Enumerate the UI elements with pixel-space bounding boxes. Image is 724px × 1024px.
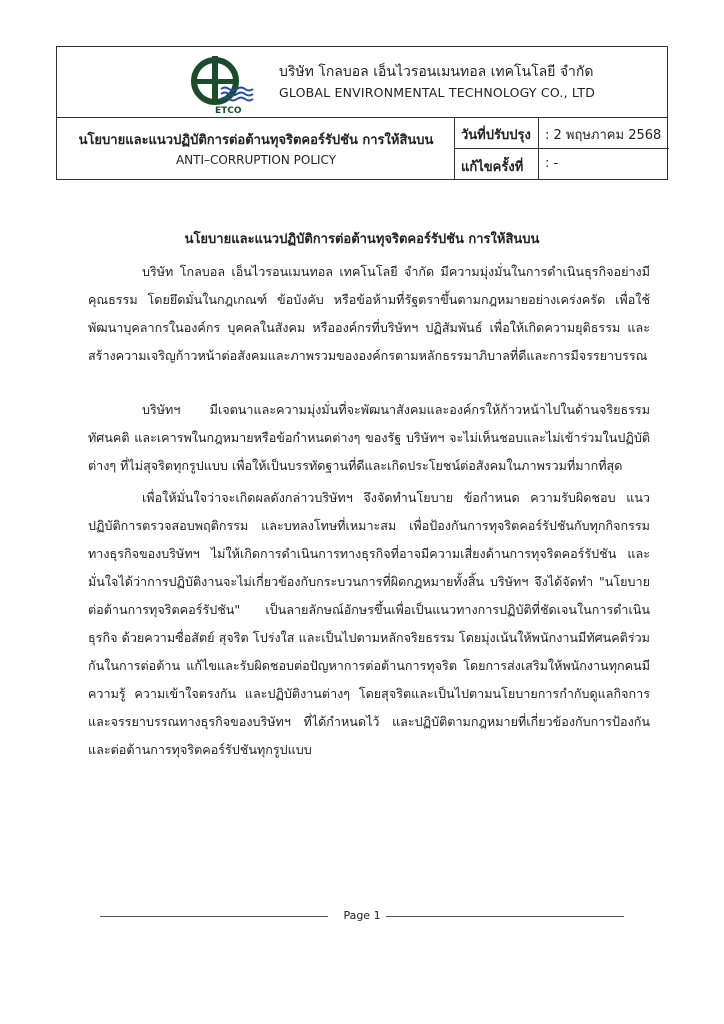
policy-title-th: นโยบายและแนวปฏิบัติการต่อต้านทุจริตคอร์รัปชัน การให้สินบน bbox=[78, 133, 434, 148]
paragraph-3: เพื่อให้มั่นใจว่าจะเกิดผลดังกล่าวบริษัทฯ จึงจัดทำนโยบาย ข้อกำหนด ความรับผิดชอบ แนวปฏิบัติการตรวจสอบพฤติกรรม และบทลงโทษที่เหมาะสม เพื่อป้องกันการทุจริตคอร์รัปชันกับทุกกิจกรรมทางธุรกิจของบริษัทฯ ไม่ให้เกิดการดำเนินการทางธุรกิจที่อาจมีความเสี่ยงด้านการทุจริตคอร์รัปชัน และมั่นใจได้ว่าการปฏิบัติงานจะไม่เกี่ยวข้องกับกระบวนการที่ผิดกฎหมายทั้งสิ้น บริษัทฯ จึงได้จัดทำ "นโยบายต่อต้านการทุจริตคอร์รัปชัน" เป็นลายลักษณ์อักษรขึ้นเพื่อเป็นแนวทางการปฏิบัติที่ชัดเจนในการดำเนินธุรกิจ ด้วยความซื่อสัตย์ สุจริต โปร่งใส และเป็นไปตามหลักจริยธรรม โดยมุ่งเน้นให้พนักงานมีทัศนคติร่วมกันในการต่อต้าน แก้ไขและรับผิดชอบต่อปัญหาการต่อต้านการทุจริต โดยการส่งเสริมให้พนักงานทุกคนมีความรู้ ความเข้าใจตรงกัน และปฏิบัติงานต่างๆ โดยสุจริตและเป็นไปตามนโยบายการกำกับดูแลกิจการและจรรยาบรรณทางธุรกิจของบริษัทฯ ที่ได้กำหนดไว้ และปฏิบัติตามกฎหมายที่เกี่ยวข้องกับการป้องกันและต่อต้านการทุจริตคอร์รัปชันทุกรูปแบบ bbox=[88, 490, 650, 757]
header-policy-row bbox=[57, 117, 667, 180]
revision-date-label: วันที่ปรับปรุง bbox=[461, 128, 531, 143]
document-title: นโยบายและแนวปฏิบัติการต่อต้านทุจริตคอร์รัปชัน การให้สินบน bbox=[184, 232, 540, 247]
header-company-row bbox=[57, 47, 667, 118]
meta-row-divider bbox=[455, 148, 669, 149]
logo-text: ETCO bbox=[215, 106, 242, 115]
footer-rule-right bbox=[386, 916, 624, 917]
paragraph-2: บริษัทฯ มีเจตนาและความมุ่งมั่นที่จะพัฒนาสังคมและองค์กรให้ก้าวหน้าไปในด้านจริยธรรม ทัศนคติ และเคารพในกฎหมายหรือข้อกำหนดต่างๆ ของรัฐ บริษัทฯ จะไม่เห็นชอบและไม่เข้าร่วมในปฏิบัติต่างๆ ที่ไม่สุจริตทุกรูปแบบ เพื่อให้เป็นบรรทัดฐานที่ดีและเกิดประโยชน์ต่อสังคมในภาพรวมที่มากที่สุด bbox=[88, 402, 650, 473]
policy-title-cell bbox=[57, 117, 455, 180]
paragraph-1: บริษัท โกลบอล เอ็นไวรอนเมนทอล เทคโนโลยี จำกัด มีความมุ่งมั่นในการดำเนินธุรกิจอย่างมีคุณธรรม โดยยึดมั่นในกฎเกณฑ์ ข้อบังคับ หรือข้อห้ามที่รัฐตราขึ้นตามกฎหมายอย่างเคร่งครัด เพื่อใช้พัฒนาบุคลากรในองค์กร บุคคลในสังคม หรือองค์กรที่บริษัทฯ ปฏิสัมพันธ์ เพื่อให้เกิดความยุติธรรม และสร้างความเจริญก้าวหน้าต่อสังคมและภาพรวมขององค์กรตามหลักธรรมาภิบาลที่ดีและการมีจรรยาบรรณ bbox=[88, 264, 650, 363]
edit-count-label: แก้ไขครั้งที่ bbox=[461, 160, 524, 175]
revision-date-value: : 2 พฤษภาคม 2568 bbox=[545, 128, 662, 143]
page-number: Page 1 bbox=[343, 909, 381, 922]
policy-title-en: ANTI–CORRUPTION POLICY bbox=[175, 153, 337, 167]
etco-logo-icon bbox=[185, 53, 265, 115]
edit-count-value: : - bbox=[545, 156, 559, 171]
company-name-th: บริษัท โกลบอล เอ็นไวรอนเมนทอล เทคโนโลยี จำกัด bbox=[279, 64, 594, 80]
document-header bbox=[56, 46, 668, 180]
company-name-en: GLOBAL ENVIRONMENTAL TECHNOLOGY CO., LTD bbox=[279, 85, 596, 100]
